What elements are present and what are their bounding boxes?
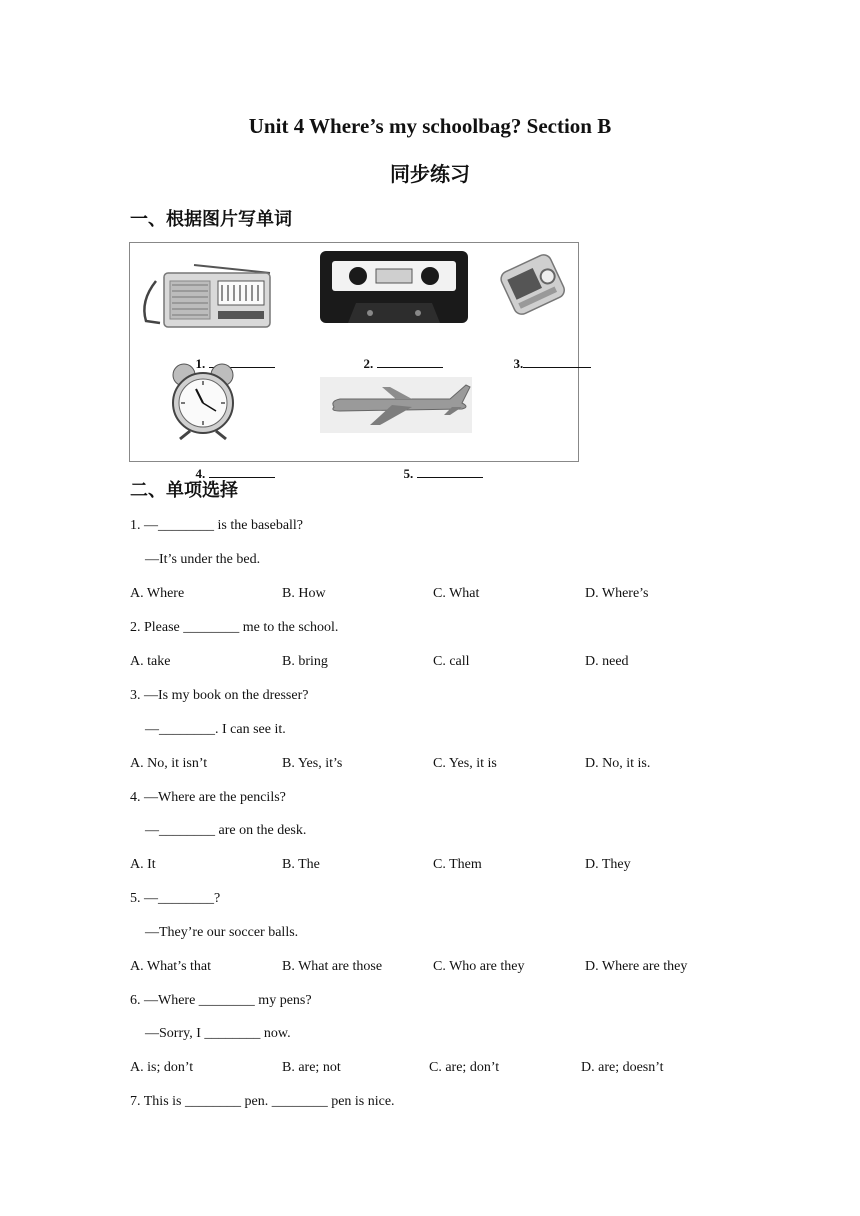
question-5: 5. —________?: [130, 891, 221, 906]
q6-option-c[interactable]: C. are; don’t: [429, 1060, 500, 1075]
q2-option-b[interactable]: B. bring: [282, 654, 328, 669]
image-label-5: 5.: [384, 449, 483, 498]
question-7: 7. This is ________ pen. ________ pen is nice.: [130, 1094, 395, 1109]
question-3-reply: —________. I can see it.: [145, 722, 286, 737]
q6-option-a[interactable]: A. is; don’t: [130, 1060, 194, 1075]
question-6: 6. —Where ________ my pens?: [130, 993, 312, 1008]
question-2: 2. Please ________ me to the school.: [130, 620, 339, 635]
answer-blank: [417, 465, 483, 478]
image-label-1: 1.: [176, 339, 275, 388]
q4-option-b[interactable]: B. The: [282, 857, 320, 872]
q3-option-a[interactable]: A. No, it isn’t: [130, 756, 208, 771]
q2-option-a[interactable]: A. take: [130, 654, 171, 669]
page-title: Unit 4 Where’s my schoolbag? Section B: [248, 114, 612, 138]
image-label-3: 3.: [494, 339, 591, 388]
answer-blank: [523, 355, 591, 368]
answer-blank: [377, 355, 443, 368]
q5-option-a[interactable]: A. What’s that: [130, 959, 212, 974]
q6-option-d[interactable]: D. are; doesn’t: [581, 1060, 664, 1075]
image-label-2: 2.: [344, 339, 443, 388]
q1-option-b[interactable]: B. How: [282, 586, 326, 601]
question-4-reply: —________ are on the desk.: [145, 823, 307, 838]
question-6-reply: —Sorry, I ________ now.: [145, 1026, 291, 1041]
q4-option-a[interactable]: A. It: [130, 857, 156, 872]
cassette-tape-icon: [318, 249, 470, 325]
q2-option-d[interactable]: D. need: [585, 654, 629, 669]
airplane-icon: [320, 377, 472, 433]
question-4: 4. —Where are the pencils?: [130, 790, 286, 805]
radio-icon: [134, 251, 276, 331]
q1-option-c[interactable]: C. What: [433, 586, 480, 601]
q5-option-b[interactable]: B. What are those: [282, 959, 383, 974]
q3-option-b[interactable]: B. Yes, it’s: [282, 756, 343, 771]
alarm-clock-icon: [160, 363, 246, 441]
q1-option-d[interactable]: D. Where’s: [585, 586, 649, 601]
q5-option-d[interactable]: D. Where are they: [585, 959, 688, 974]
q4-option-c[interactable]: C. Them: [433, 857, 482, 872]
question-5-reply: —They’re our soccer balls.: [145, 925, 299, 940]
question-1-reply: —It’s under the bed.: [145, 552, 261, 567]
section1-heading: 一、根据图片写单词: [130, 209, 292, 230]
q5-option-c[interactable]: C. Who are they: [433, 959, 525, 974]
q2-option-c[interactable]: C. call: [433, 654, 470, 669]
q3-option-c[interactable]: C. Yes, it is: [433, 756, 497, 771]
tape-player-icon: [496, 247, 572, 323]
image-label-4: 4.: [176, 449, 275, 498]
q4-option-d[interactable]: D. They: [585, 857, 631, 872]
q1-option-a[interactable]: A. Where: [130, 586, 185, 601]
section2-heading: 二、单项选择: [130, 480, 238, 501]
page-subtitle: 同步练习: [390, 162, 470, 186]
question-3: 3. —Is my book on the dresser?: [130, 688, 309, 703]
question-1: 1. —________ is the baseball?: [130, 518, 304, 533]
picture-panel: [129, 242, 579, 481]
q6-option-b[interactable]: B. are; not: [282, 1060, 341, 1075]
q3-option-d[interactable]: D. No, it is.: [585, 756, 651, 771]
